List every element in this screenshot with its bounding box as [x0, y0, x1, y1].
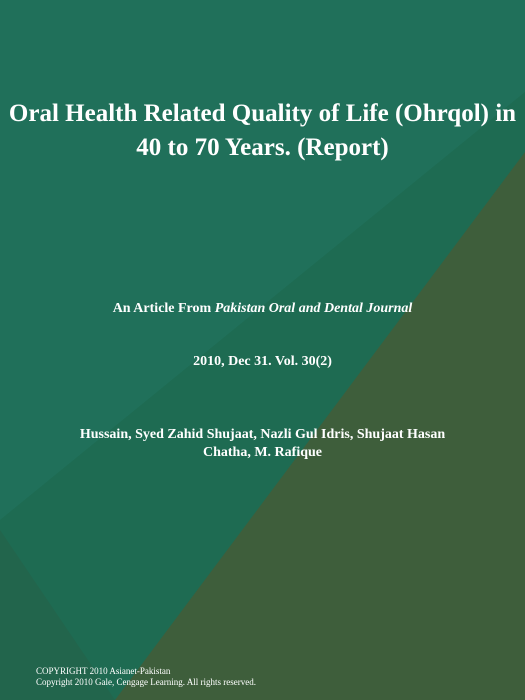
copyright-notice — [36, 666, 496, 688]
source-prefix: An Article From — [112, 301, 215, 316]
publication-date-volume: 2010, Dec 31. Vol. 30(2) — [193, 354, 332, 369]
authors-list: Hussain, Syed Zahid Shujaat, Nazli Gul Idris, Shujaat Hasan Chatha, M. Rafique — [79, 427, 446, 460]
copyright-line-1: COPYRIGHT 2010 Asianet-Pakistan — [36, 666, 171, 676]
copyright-line-2: Copyright 2010 Gale, Cengage Learning. All rights reserved. — [36, 677, 256, 687]
article-source — [0, 300, 525, 318]
journal-name: Pakistan Oral and Dental Journal — [214, 301, 413, 316]
article-title: Oral Health Related Quality of Life (Ohrqol) in 40 to 70 Years. (Report) — [8, 100, 517, 161]
